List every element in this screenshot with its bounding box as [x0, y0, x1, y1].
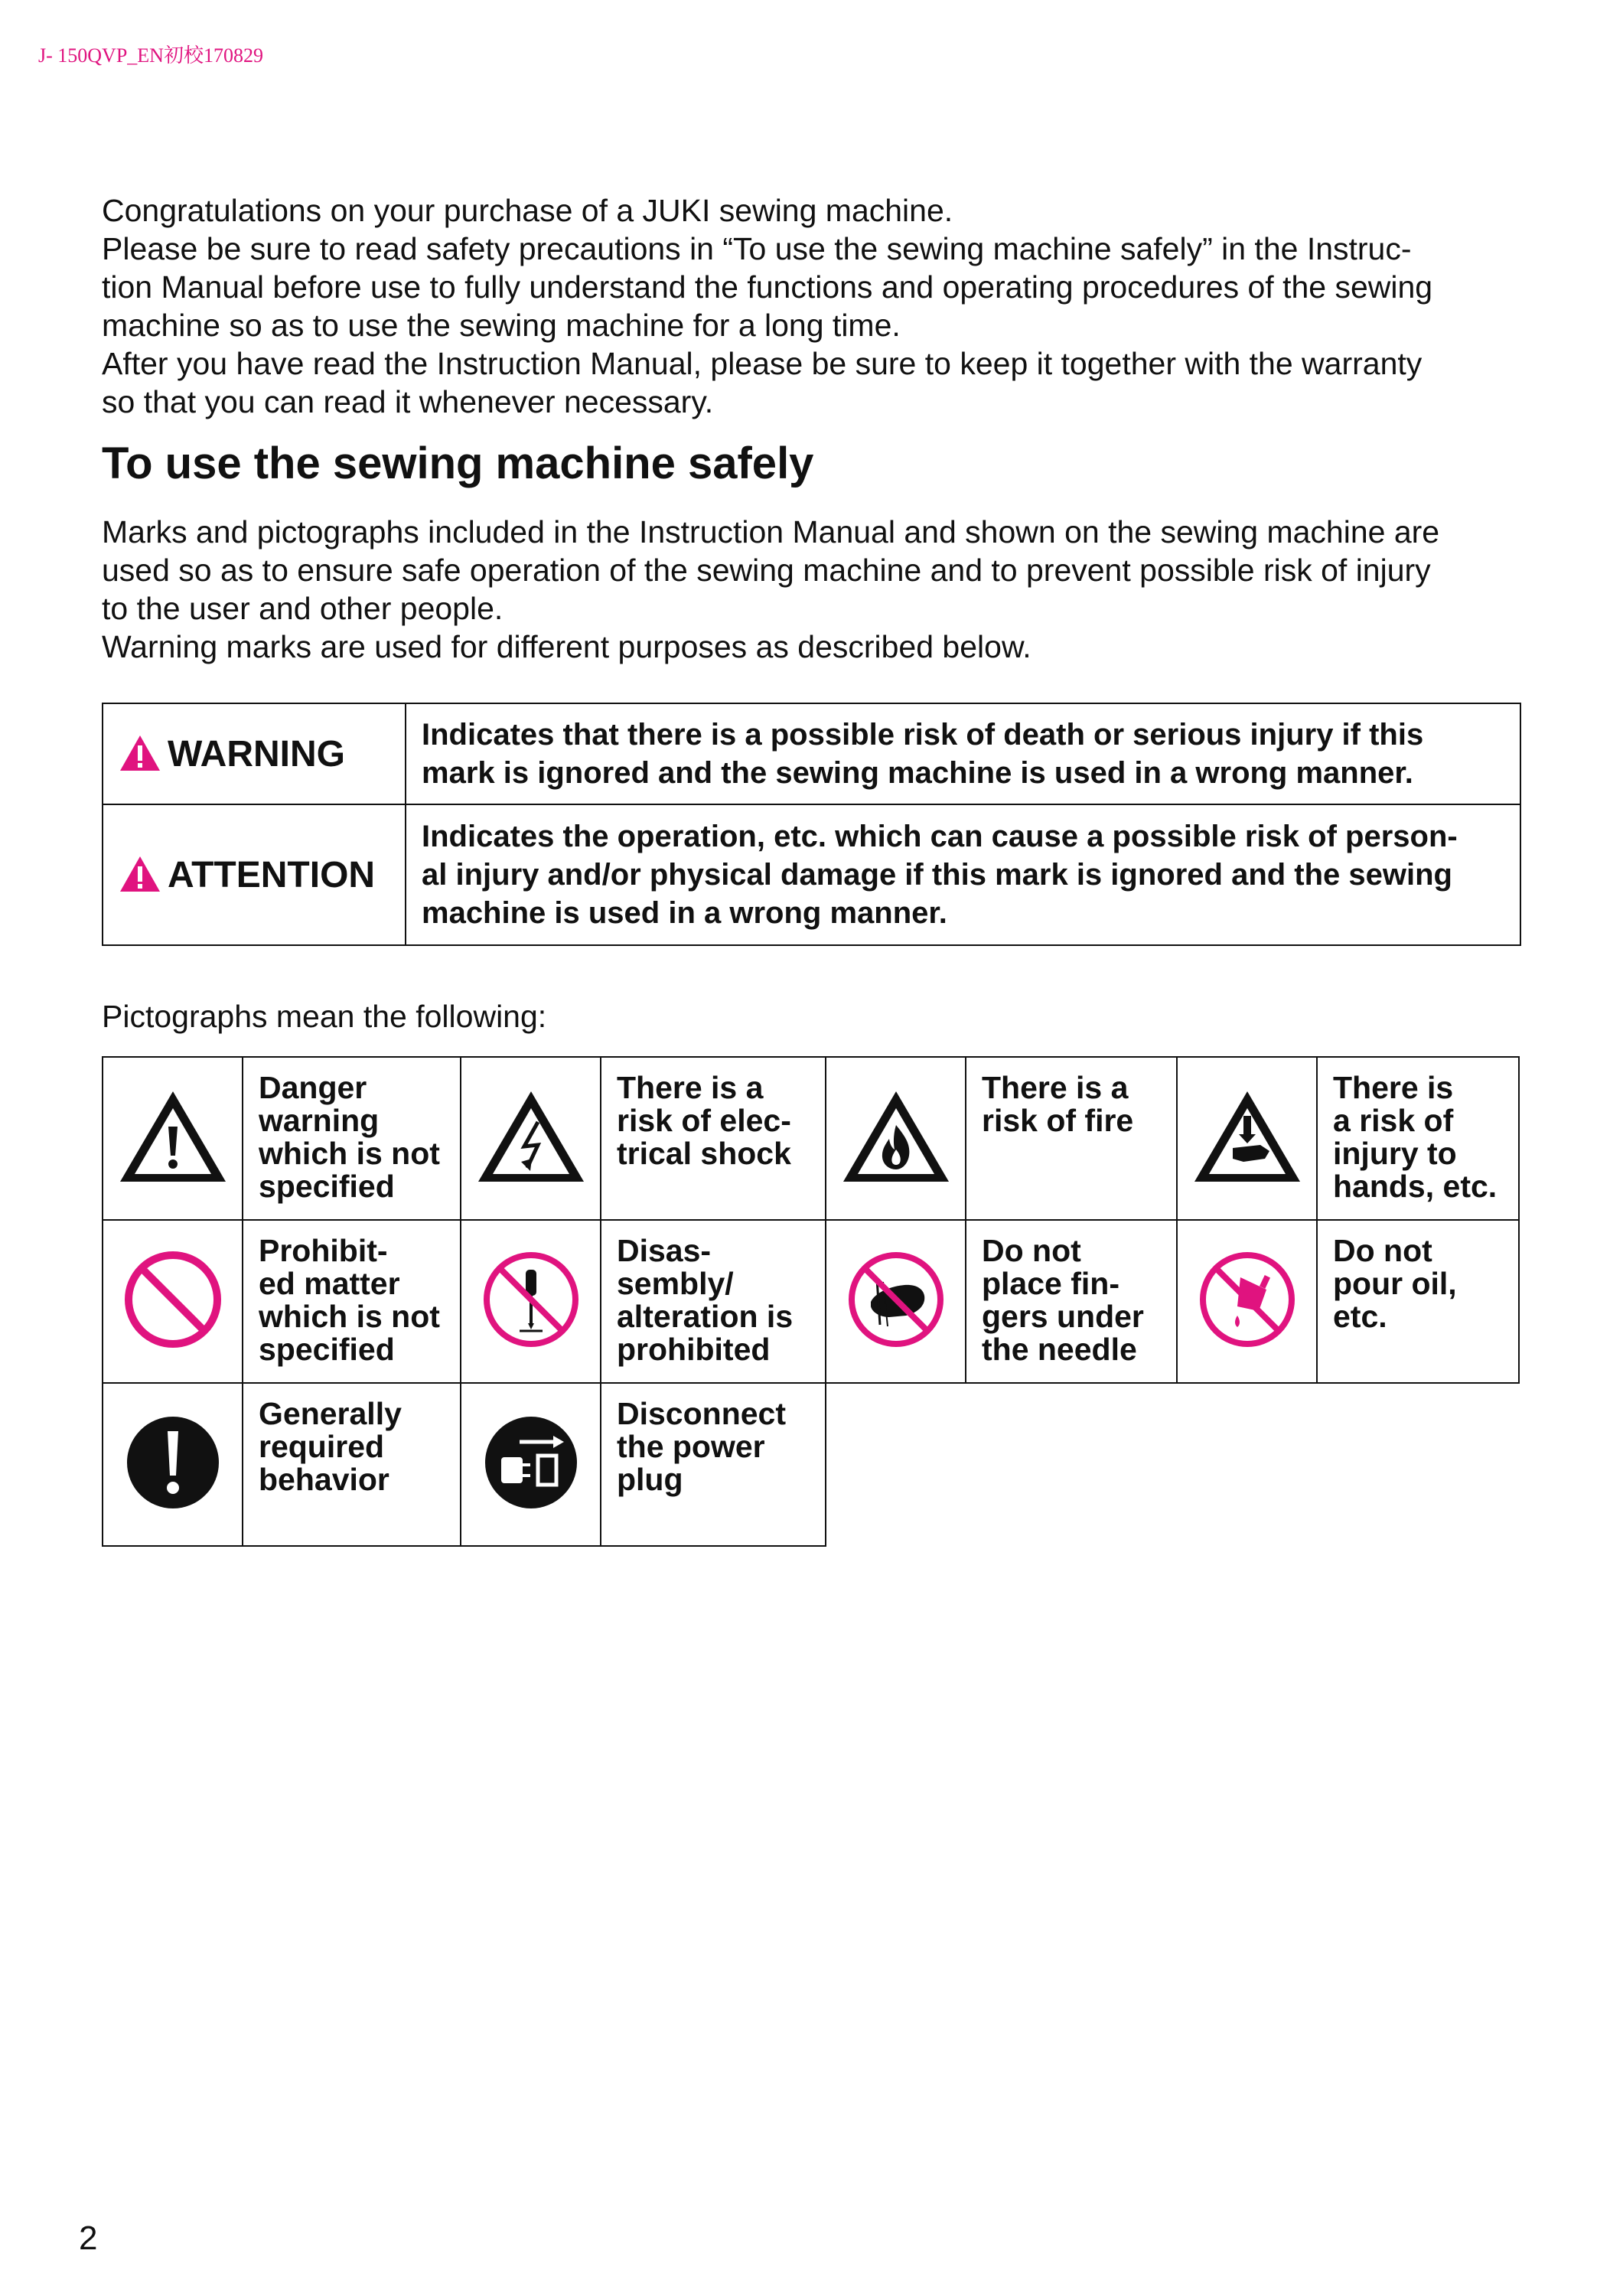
intro-paragraph: [102, 191, 1540, 421]
pictograph-label-line: behavior: [259, 1462, 389, 1497]
pictograph-label-line: sembly/: [617, 1266, 734, 1301]
pictograph-label-line: Prohibit-: [259, 1233, 388, 1268]
mandatory-action-icon: [122, 1411, 224, 1514]
intro-line: After you have read the Instruction Manual, please be sure to keep it together with the warranty: [102, 346, 1423, 381]
pictograph-label-line: risk of elec-: [617, 1103, 791, 1138]
signal-description-line: machine is used in a wrong manner.: [422, 896, 947, 930]
intro-line: tion Manual before use to fully understand the functions and operating procedures of the sewing: [102, 269, 1433, 305]
pictograph-label-line: etc.: [1333, 1299, 1387, 1334]
pictograph-label-line: plug: [617, 1462, 683, 1497]
pictograph-row: [103, 1057, 1519, 1220]
pictographs-intro: Pictographs mean the following:: [102, 999, 547, 1034]
intro-line: Please be sure to read safety precautions in “To use the sewing machine safely” in the Instruc-: [102, 231, 1412, 266]
pictograph-label-line: Danger: [259, 1070, 367, 1105]
signal-word-label: ATTENTION: [168, 854, 376, 895]
pictograph-label-line: Disconnect: [617, 1396, 786, 1431]
pictograph-label-line: There is: [1333, 1070, 1454, 1105]
marks-line: to the user and other people.: [102, 591, 504, 626]
pictograph-label-line: trical shock: [617, 1136, 791, 1171]
pictograph-label-line: prohibited: [617, 1332, 771, 1367]
fire-triangle-icon: [839, 1085, 953, 1188]
page-number: 2: [79, 2219, 98, 2257]
signal-row-attention: [103, 804, 1520, 945]
pictograph-label-line: specified: [259, 1332, 395, 1367]
marks-line: Marks and pictographs included in the Instruction Manual and shown on the sewing machine are: [102, 514, 1440, 550]
pictograph-label-line: specified: [259, 1169, 395, 1204]
no-oil-pouring-icon: [1196, 1248, 1299, 1351]
pictograph-label-line: which is not: [259, 1299, 440, 1334]
intro-line: Congratulations on your purchase of a JUKI sewing machine.: [102, 193, 953, 228]
pictograph-label-line: There is a: [617, 1070, 764, 1105]
pictograph-label-line: Disas-: [617, 1233, 712, 1268]
pictograph-row: [103, 1220, 1519, 1383]
signal-word-table: [102, 703, 1521, 946]
marks-description: [102, 513, 1548, 666]
intro-line: so that you can read it whenever necessary.: [102, 384, 714, 419]
pictograph-label-line: injury to: [1333, 1136, 1457, 1171]
signal-description-line: Indicates that there is a possible risk of death or serious injury if this: [422, 718, 1424, 752]
pictograph-label-line: There is a: [982, 1070, 1129, 1105]
pictograph-label-line: gers under: [982, 1299, 1144, 1334]
exclamation-triangle-icon: [116, 1085, 230, 1188]
pictograph-label-line: Do not: [982, 1233, 1081, 1268]
signal-description-line: mark is ignored and the sewing machine is used in a wrong manner.: [422, 756, 1413, 790]
electric-shock-triangle-icon: [474, 1085, 588, 1188]
pictograph-label-line: a risk of: [1333, 1103, 1454, 1138]
intro-line: machine so as to use the sewing machine for a long time.: [102, 308, 901, 343]
pictograph-label-line: required: [259, 1429, 385, 1464]
no-fingers-under-needle-icon: [845, 1248, 947, 1351]
hand-injury-triangle-icon: [1190, 1085, 1305, 1188]
document-revision-stamp: J- 150QVP_EN初校170829: [38, 44, 263, 67]
section-title: To use the sewing machine safely: [102, 439, 814, 488]
pictograph-label-line: warning: [259, 1103, 380, 1138]
pictograph-label-line: pour oil,: [1333, 1266, 1457, 1301]
pictograph-label-line: Generally: [259, 1396, 402, 1431]
signal-row-warning: [103, 703, 1520, 804]
prohibition-circle-icon: [122, 1248, 224, 1351]
pictograph-label-line: place fin-: [982, 1266, 1119, 1301]
pictograph-table: [102, 1056, 1520, 1547]
disconnect-plug-icon: [480, 1411, 582, 1514]
pictograph-label-line: alteration is: [617, 1299, 794, 1334]
signal-description-line: Indicates the operation, etc. which can cause a possible risk of person-: [422, 820, 1458, 853]
pictograph-label-line: ed matter: [259, 1266, 400, 1301]
pictograph-label-line: Do not: [1333, 1233, 1432, 1268]
pictograph-row: [103, 1383, 1519, 1546]
pictograph-label-line: risk of fire: [982, 1103, 1134, 1138]
warning-triangle-icon: [119, 855, 161, 893]
marks-line: Warning marks are used for different purposes as described below.: [102, 629, 1031, 664]
pictograph-label-line: which is not: [259, 1136, 440, 1171]
no-disassembly-icon: [480, 1248, 582, 1351]
marks-line: used so as to ensure safe operation of the sewing machine and to prevent possible risk of injury: [102, 553, 1431, 588]
pictograph-label-line: the power: [617, 1429, 765, 1464]
signal-word-label: WARNING: [168, 733, 345, 775]
pictograph-label-line: the needle: [982, 1332, 1137, 1367]
warning-triangle-icon: [119, 734, 161, 772]
pictograph-label-line: hands, etc.: [1333, 1169, 1498, 1204]
signal-description-line: al injury and/or physical damage if this mark is ignored and the sewing: [422, 858, 1452, 892]
